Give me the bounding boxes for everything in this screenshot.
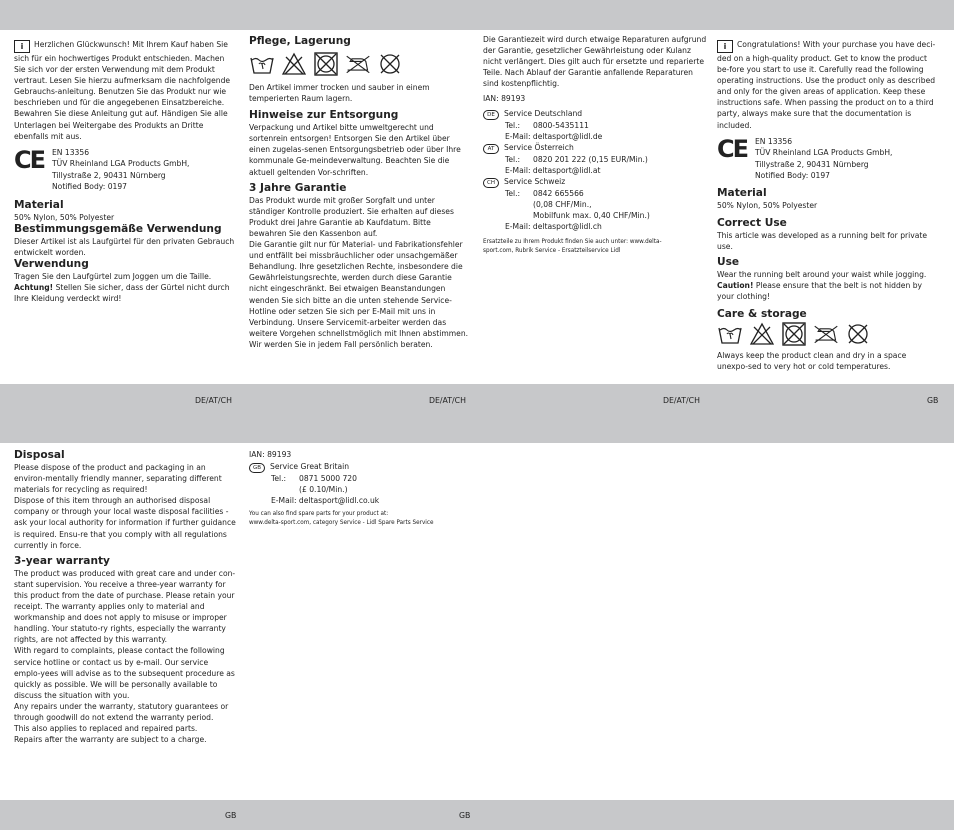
no-bleach-icon — [749, 322, 775, 346]
cert-line: TÜV Rheinland LGA Products GmbH, — [755, 148, 893, 158]
heading-material: Material — [717, 186, 767, 199]
column-de-service — [483, 34, 707, 255]
caution-text: Achtung! Stellen Sie sicher, dass der Gürtel nicht durch Ihre Kleidung verdeckt wird! — [14, 283, 230, 304]
info-icon: i — [14, 40, 30, 53]
caution-text: Caution! Please ensure that the belt is not hidden by your clothing! — [717, 281, 923, 302]
bottom-band — [0, 800, 954, 830]
warranty-text: This also applies to replaced and repaired parts. — [14, 724, 198, 734]
care-symbols — [249, 52, 469, 76]
intended-use-text: Dieser Artikel ist als Laufgürtel für den privaten Gebrauch entwickelt worden. — [14, 236, 235, 257]
footer-gb-3: GB — [459, 811, 471, 820]
phone-number: 0800-5435111 — [533, 120, 589, 130]
no-tumble-dry-icon — [781, 322, 807, 346]
footer-gb-2: GB — [225, 811, 237, 820]
heading-intended-use: Bestimmungsgemäße Verwendung — [14, 222, 222, 235]
service-ch: CH Service Schweiz Tel.: 0842 665566 (0,08 CHF/Min., Mobilfunk max. 0,40 CHF/Min.) E-Mail: deltasport@lidl.ch — [483, 176, 707, 232]
wash-icon — [717, 322, 743, 346]
use-text: Wear the running belt around your waist while jogging. — [717, 269, 927, 279]
care-text: Always keep the product clean and dry in a space unexpo-sed to very hot or cold temperatures. — [717, 351, 907, 372]
flag-icon: DE — [483, 110, 499, 120]
disposal-text: Please dispose of the product and packaging in an environ-mentally friendly manner, separating different materials for recycling as required! — [14, 463, 222, 495]
no-dry-clean-icon — [377, 52, 403, 76]
ian: IAN: 89193 — [483, 94, 526, 104]
phone-rate: (0,08 CHF/Min., — [533, 200, 592, 210]
heading-pflege: Pflege, Lagerung — [249, 35, 351, 47]
middle-band — [0, 384, 954, 443]
intro-text: i Herzlichen Glückwunsch! Mit Ihrem Kauf haben Sie sich für ein hochwertiges Produkt entschieden. Machen Sie sich vor der ersten Verwendung mit dem Produkt vertraut. Lesen Sie hierzu aufmerksam die nachfolgende Gebrauchs-anleitung. Benutzen Sie das Produkt nur wie beschrieben und für die angegebenen Einsatzbereiche. Bewahren Sie diese Anleitung gut auf. Händigen Sie alle Unterlagen bei Weitergabe des Produkts an Dritte ebenfalls mit aus. — [14, 40, 231, 141]
cert-line: Notified Body: 0197 — [52, 182, 128, 192]
garantie-cont-text: Die Garantiezeit wird durch etwaige Reparaturen aufgrund der Garantie, gesetzlicher Gewährleistung oder Kulanz nicht verlängert. Dies gilt auch für ersetzte und reparierte Teile. Nach Ablauf der Garantie anfallende Reparaturen sind kostenpflichtig. — [483, 35, 707, 89]
cert-line: Notified Body: 0197 — [755, 171, 831, 181]
pflege-text: Den Artikel immer trocken und sauber in einem temperierten Raum lagern. — [249, 83, 430, 104]
cert-line: EN 13356 — [52, 147, 90, 157]
flag-icon: CH — [483, 178, 499, 188]
heading-care: Care & storage — [717, 308, 807, 321]
material-text: 50% Nylon, 50% Polyester — [14, 212, 115, 222]
verwendung-text: Tragen Sie den Laufgürtel zum Joggen um die Taille. — [14, 272, 212, 282]
warranty-text: Repairs after the warranty are subject to a charge. — [14, 735, 207, 745]
email: E-Mail: deltasport@lidl.de — [505, 131, 603, 141]
column-gb-disposal — [14, 449, 236, 745]
correct-use-text: This article was developed as a running belt for private use. — [717, 230, 928, 251]
footer-de-3: DE/AT/CH — [663, 396, 700, 405]
no-iron-icon — [345, 52, 371, 76]
wash-icon — [249, 52, 275, 76]
spare-parts-note: Ersatzteile zu Ihrem Produkt finden Sie auch unter: www.delta-sport.com, Rubrik Service - Ersatzteilservice Lidl — [483, 239, 662, 254]
top-band — [0, 0, 954, 30]
spare-parts-note: www.delta-sport.com, category Service - Lidl Spare Parts Service — [249, 519, 434, 526]
service-name: Service Great Britain — [270, 462, 350, 472]
phone-number: 0842 665566 — [533, 188, 584, 198]
flag-icon: AT — [483, 144, 499, 154]
heading-disposal: Disposal — [14, 449, 65, 461]
flag-icon: GB — [249, 463, 265, 473]
column-de-intro — [14, 39, 236, 304]
phone-number: 0820 201 222 (0,15 EUR/Min.) — [533, 154, 648, 164]
ce-mark-icon: CE — [717, 134, 748, 163]
cert-line: TÜV Rheinland LGA Products GmbH, — [52, 159, 190, 169]
warranty-text: Any repairs under the warranty, statutory guarantees or through goodwill do not extend the warranty period. — [14, 701, 229, 722]
spare-parts-note: You can also find spare parts for your product at: — [249, 511, 389, 518]
footer-gb-1: GB — [927, 396, 939, 405]
service-at: AT Service Österreich Tel.: 0820 201 222 (0,15 EUR/Min.) E-Mail: deltasport@lidl.at — [483, 142, 707, 176]
garantie-text: Das Produkt wurde mit großer Sorgfalt und unter ständiger Kontrolle produziert. Sie erhalten auf dieses Produkt drei Jahre Garantie ab Kaufdatum. Bitte bewahren Sie den Kassenbon auf. — [249, 195, 454, 238]
no-bleach-icon — [281, 52, 307, 76]
material-text: 50% Nylon, 50% Polyester — [717, 200, 818, 210]
service-de: DE Service Deutschland Tel.: 0800-5435111 E-Mail: deltasport@lidl.de — [483, 108, 707, 142]
cert-line: Tillystraße 2, 90431 Nürnberg — [52, 170, 166, 180]
column-gb-service: IAN: 89193 GB Service Great Britain Tel.: 0871 5000 720 (£ 0.10/Min.) E-Mail: deltasport@lidl.co.uk You can also find spare parts for your product at: www.delta-sport.com, category Service - Lidl Spare Parts Service — [249, 449, 471, 527]
disposal-text: Dispose of this item through an authorised disposal company or through your local waste disposal facilities - ask your local authority for information if further guidance is required. Ensu-re that you comply with all regulations currently in force. — [14, 496, 236, 550]
cert-line: EN 13356 — [755, 136, 793, 146]
ce-mark-icon: CE — [14, 145, 45, 174]
heading-warranty: 3-year warranty — [14, 554, 110, 567]
heading-correct-use: Correct Use — [717, 216, 787, 229]
column-de-care — [249, 35, 469, 350]
care-symbols — [717, 322, 939, 346]
heading-use: Use — [717, 255, 740, 268]
intro-text: i Congratulations! With your purchase you have deci-ded on a high-quality product. Get to know the product be-fore you start to use it. Carefully read the following operating instructions. Use the product only as described and only for the given areas of application. Keep these instructions safe. When passing the product on to a third party, always make sure that the documentation is included. — [717, 40, 936, 130]
warranty-text: With regard to complaints, please contact the following service hotline or contact us by e-mail. Our service emplo-yees will advise as to the subsequent procedure as quickly as possible. We will be personally available to discuss the situation with you. — [14, 646, 235, 700]
warranty-text: The product was produced with great care and under con-stant supervision. You receive a three-year warranty for this product from the date of purchase. Please retain your receipt. The warranty applies only to material and workmanship and does not apply to misuse or improper handling. Your statuto-ry rights, especially the warranty rights, are not affected by this warranty. — [14, 568, 236, 645]
footer-de-1: DE/AT/CH — [195, 396, 232, 405]
no-iron-icon — [813, 322, 839, 346]
certification — [14, 147, 236, 193]
no-tumble-dry-icon — [313, 52, 339, 76]
email: E-Mail: deltasport@lidl.co.uk — [271, 496, 380, 506]
info-icon: i — [717, 40, 733, 53]
email: E-Mail: deltasport@lidl.ch — [505, 222, 602, 232]
heading-garantie: 3 Jahre Garantie — [249, 181, 347, 194]
phone-rate: Mobilfunk max. 0,40 CHF/Min.) — [533, 211, 650, 221]
entsorgung-text: Verpackung und Artikel bitte umweltgerecht und sortenrein entsorgen! Entsorgen Sie den Artikel über einen zugelas-senen Entsorgungsbetrieb oder über Ihre kommunale Ge-meindeverwaltung. Beachten Sie die aktuell geltenden Vor-schriften. — [249, 123, 461, 177]
cert-line: Tillystraße 2, 90431 Nürnberg — [755, 159, 869, 169]
garantie-text: Die Garantie gilt nur für Material- und Fabrikationsfehler und entfällt bei missbräuchlicher oder unsachgemäßer Behandlung. Ihre gesetzlichen Rechte, insbesondere die Gewährleistungsrechte, werden durch diese Garantie nicht eingeschränkt. Bei etwaigen Beanstandungen wenden Sie sich bitte an die unten stehende Service-Hotline oder setzen Sie sich per E-Mail mit uns in Verbindung. Unsere Servicemit-arbeiter werden das weitere Vorgehen schnellstmöglich mit Ihnen abstimmen. Wir werden Sie in jedem Fall persönlich beraten. — [249, 240, 469, 349]
phone-number: 0871 5000 720 — [299, 474, 357, 484]
certification — [717, 136, 939, 182]
heading-material: Material — [14, 198, 64, 211]
email: E-Mail: deltasport@lidl.at — [505, 165, 601, 175]
no-dry-clean-icon — [845, 322, 871, 346]
column-gb-intro — [717, 39, 939, 372]
phone-rate: (£ 0.10/Min.) — [299, 485, 348, 495]
heading-entsorgung: Hinweise zur Entsorgung — [249, 109, 399, 122]
footer-de-2: DE/AT/CH — [429, 396, 466, 405]
heading-verwendung: Verwendung — [14, 258, 89, 271]
ian: IAN: 89193 — [249, 450, 292, 459]
